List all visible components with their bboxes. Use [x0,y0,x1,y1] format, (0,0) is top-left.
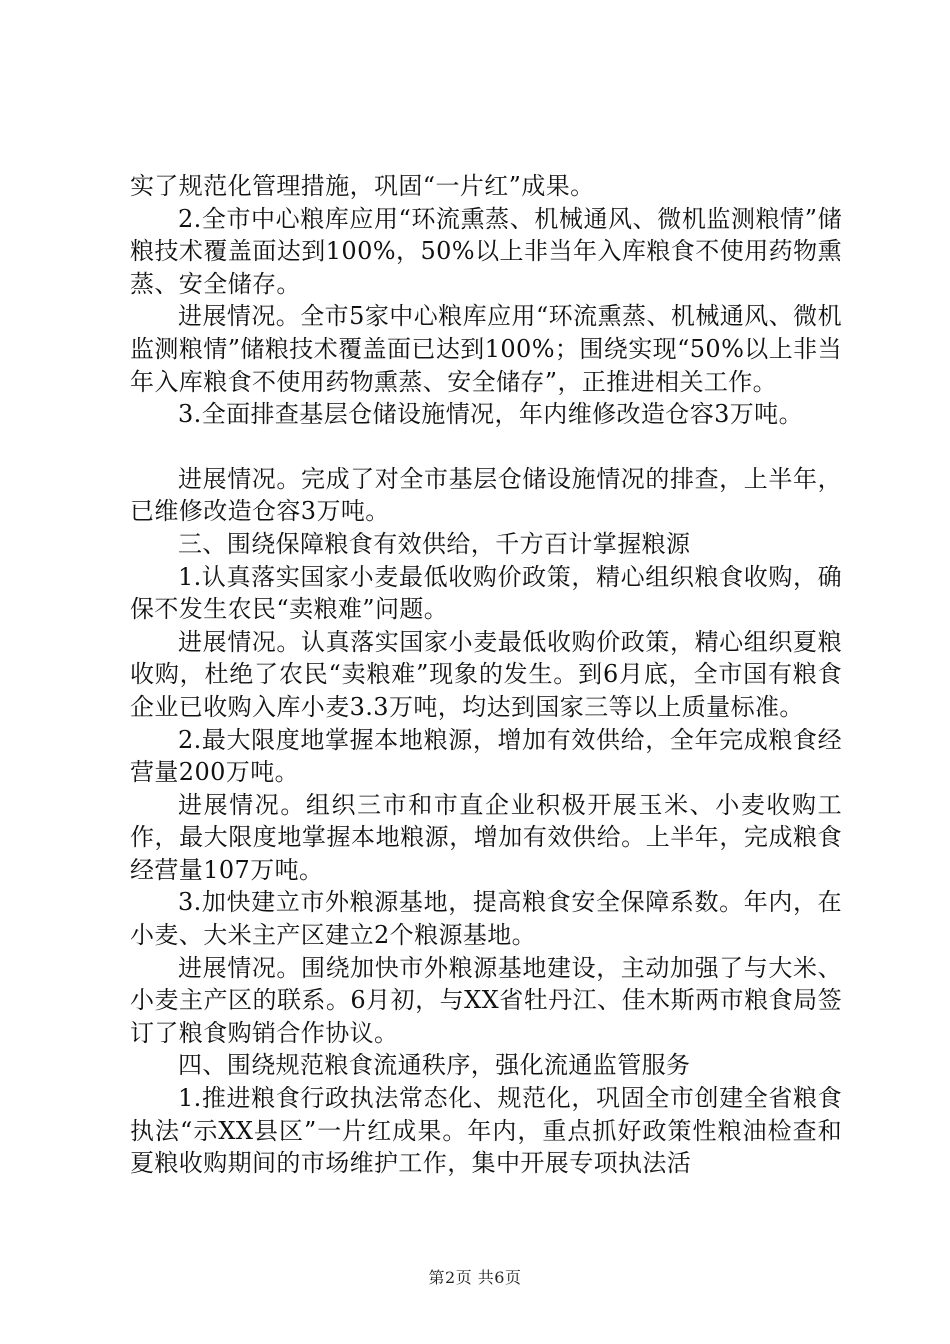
page-number-footer: 第2页 共6页 [428,1268,522,1287]
paragraph-item-1-law-enforcement: 1.推进粮食行政执法常态化、规范化，巩固全市创建全省粮食执法“示XX县区”一片红成果。年内，重点抓好政策性粮油检查和夏粮收购期间的市场维护工作，集中开展专项执法活 [130,1084,842,1178]
paragraph-progress-external-base: 进展情况。围绕加快市外粮源基地建设，主动加强了与大米、小麦主产区的联系。6月初，与XX省牡丹江、佳木斯两市粮食局签订了粮食购销合作协议。 [130,953,842,1047]
section-heading-four: 四、围绕规范粮食流通秩序，强化流通监管服务 [178,1051,691,1080]
paragraph-progress-storage-tech: 进展情况。全市5家中心粮库应用“环流熏蒸、机械通风、微机监测粮情”储粮技术覆盖面已达到100%；围绕实现“50%以上非当年入库粮食不使用药物熏蒸、安全储存”，正推进相关工作。 [130,302,842,396]
paragraph-progress-wheat-purchase: 进展情况。认真落实国家小麦最低收购价政策，精心组织夏粮收购，杜绝了农民“卖粮难”现象的发生。到6月底，全市国有粮食企业已收购入库小麦3.3万吨，均达到国家三等以上质量标准。 [130,627,842,721]
paragraph-progress-facility-inspection: 进展情况。完成了对全市基层仓储设施情况的排查，上半年，已维修改造仓容3万吨。 [130,464,842,526]
paragraph-item-3-external-base: 3.加快建立市外粮源基地，提高粮食安全保障系数。年内，在小麦、大米主产区建立2个粮源基地。 [130,888,842,950]
paragraph-item-3-facility-inspection: 3.全面排查基层仓储设施情况，年内维修改造仓容3万吨。 [178,400,803,429]
document-body [130,170,842,1180]
section-heading-three: 三、围绕保障粮食有效供给，千方百计掌握粮源 [178,529,691,558]
paragraph-continuation: 实了规范化管理措施，巩固“一片红”成果。 [130,172,595,200]
paragraph-item-1-wheat-purchase: 1.认真落实国家小麦最低收购价政策，精心组织粮食收购，确保不发生农民“卖粮难”问题。 [130,562,842,624]
paragraph-item-2-local-grain-source: 2.最大限度地掌握本地粮源，增加有效供给，全年完成粮食经营量200万吨。 [130,725,842,787]
paragraph-spacer [130,431,842,463]
paragraph-progress-local-grain-source: 进展情况。组织三市和市直企业积极开展玉米、小麦收购工作，最大限度地掌握本地粮源，增加有效供给。上半年，完成粮食经营量107万吨。 [130,790,842,884]
paragraph-item-2-grain-storage-tech: 2.全市中心粮库应用“环流熏蒸、机械通风、微机监测粮情”储粮技术覆盖面达到100%，50%以上非当年入库粮食不使用药物熏蒸、安全储存。 [130,204,842,298]
